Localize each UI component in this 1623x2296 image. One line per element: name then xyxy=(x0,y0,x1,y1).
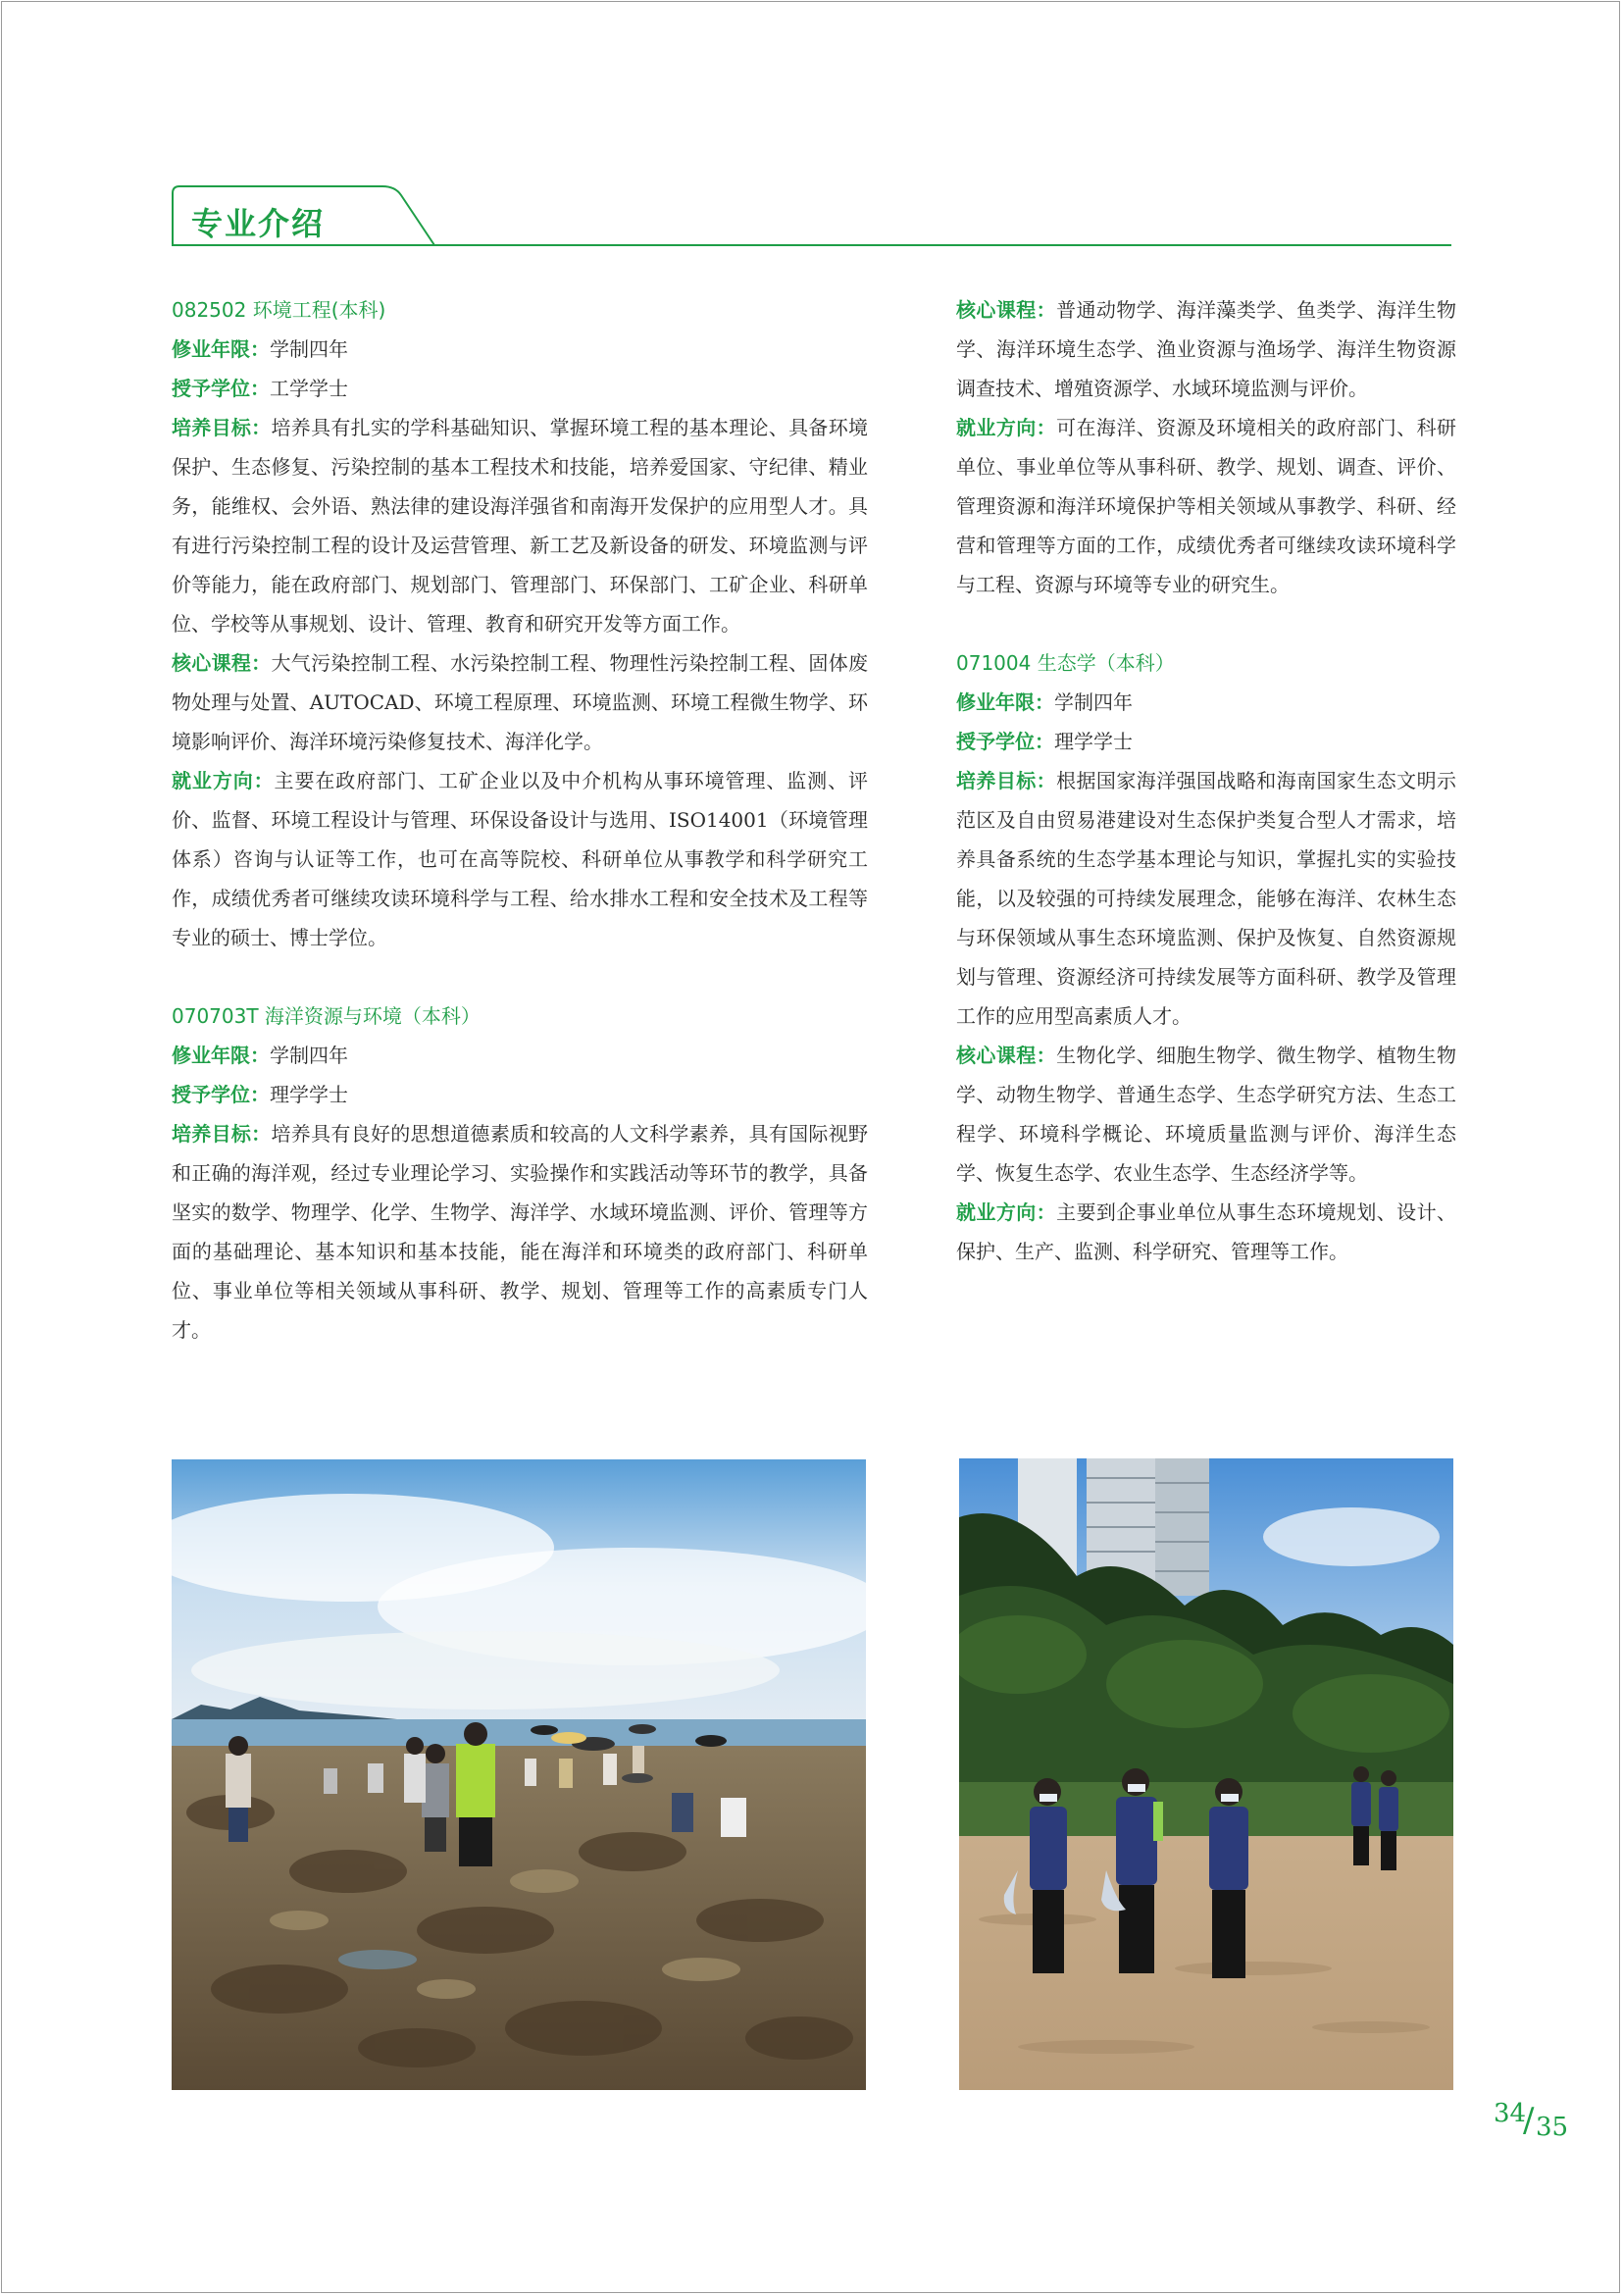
page-slash: / xyxy=(1523,2101,1535,2140)
field-degree xyxy=(172,1075,868,1114)
major-marine-resources-continued xyxy=(956,290,1456,604)
field-value: 主要在政府部门、工矿企业以及中介机构从事环境管理、监测、评价、监督、环境工程设计与管理、环保设备设计与选用、ISO14001（环境管理体系）咨询与认证等工作，也可在高等院校、科研单位从事教学和科学研究工作，成绩优秀者可继续攻读环境科学与工程、给水排水工程和安全技术及工程等专业的硕士、博士学位。 xyxy=(172,769,869,949)
field-value: 培养具有良好的思想道德素质和较高的人文科学素养，具有国际视野和正确的海洋观，经过专业理论学习、实验操作和实践活动等环节的教学，具备坚实的数学、物理学、化学、生物学、海洋学、水域环境监测、评价、管理等方面的基础理论、基本知识和基本技能，能在海洋和环境类的政府部门、科研单位、事业单位等相关领域从事科研、教学、规划、管理等工作的高素质专门人才。 xyxy=(172,1122,869,1342)
field-degree xyxy=(956,722,1456,761)
field-label: 授予学位： xyxy=(956,730,1054,753)
field-core-courses xyxy=(172,643,868,761)
section-title: 专业介绍 xyxy=(191,205,326,242)
field-duration xyxy=(956,683,1456,722)
field-label: 修业年限： xyxy=(172,1044,270,1067)
page-total: 35 xyxy=(1536,2113,1569,2142)
field-label: 就业方向： xyxy=(172,769,275,792)
field-value: 学制四年 xyxy=(270,337,348,361)
field-label: 核心课程： xyxy=(172,651,272,675)
field-value: 培养具有扎实的学科基础知识、掌握环境工程的基本理论、具备环境保护、生态修复、污染控制的基本工程技术和技能，培养爱国家、守纪律、精业务，能维权、会外语、熟法律的建设海洋强省和南海开发保护的应用型人才。具有进行污染控制工程的设计及运营管理、新工艺及新设备的研发、环境监测与评价等能力，能在政府部门、规划部门、管理部门、环保部门、工矿企业、科研单位、学校等从事规划、设计、管理、教育和研究开发等方面工作。 xyxy=(172,416,869,636)
spacer xyxy=(172,957,868,996)
photo-beach-cleanup xyxy=(959,1458,1453,2090)
field-value: 大气污染控制工程、水污染控制工程、物理性污染控制工程、固体废物处理与处置、AUTOCAD、环境工程原理、环境监测、环境工程微生物学、环境影响评价、海洋环境污染修复技术、海洋化学。 xyxy=(172,651,869,753)
field-label: 培养目标： xyxy=(172,1122,272,1146)
field-value: 生物化学、细胞生物学、微生物学、植物生物学、动物生物学、普通生态学、生态学研究方法、生态工程学、环境科学概论、环境质量监测与评价、海洋生态学、恢复生态学、农业生态学、生态经济学等。 xyxy=(956,1044,1457,1185)
field-objective xyxy=(172,1114,868,1350)
photo-rocky-shore-fieldwork xyxy=(172,1459,866,2090)
field-value: 理学学士 xyxy=(1054,730,1133,753)
field-value: 学制四年 xyxy=(1054,690,1133,714)
field-label: 授予学位： xyxy=(172,377,270,400)
field-value: 理学学士 xyxy=(270,1083,348,1106)
major-environmental-engineering xyxy=(172,290,868,957)
field-label: 培养目标： xyxy=(172,416,272,439)
field-label: 修业年限： xyxy=(172,337,270,361)
major-marine-resources xyxy=(172,996,868,1350)
page-current: 34 xyxy=(1494,2099,1527,2128)
field-degree xyxy=(172,369,868,408)
section-header xyxy=(172,185,1451,248)
left-column xyxy=(172,290,868,1350)
field-core-courses xyxy=(956,290,1456,408)
field-value: 主要到企事业单位从事生态环境规划、设计、保护、生产、监测、科学研究、管理等工作。 xyxy=(956,1200,1457,1263)
major-title: 071004 生态学（本科） xyxy=(956,651,1175,675)
field-label: 培养目标： xyxy=(956,769,1057,792)
field-label: 核心课程： xyxy=(956,1044,1057,1067)
field-value: 工学学士 xyxy=(270,377,348,400)
field-value: 普通动物学、海洋藻类学、鱼类学、海洋生物学、海洋环境生态学、渔业资源与渔场学、海洋生物资源调查技术、增殖资源学、水域环境监测与评价。 xyxy=(956,298,1457,400)
field-career xyxy=(956,408,1456,604)
section-header-frame xyxy=(172,185,1451,248)
major-title: 070703T 海洋资源与环境（本科） xyxy=(172,1004,481,1028)
field-value: 可在海洋、资源及环境相关的政府部门、科研单位、事业单位等从事科研、教学、规划、调查、评价、管理资源和海洋环境保护等相关领域从事教学、科研、经营和管理等方面的工作，成绩优秀者可继续攻读环境科学与工程、资源与环境等专业的研究生。 xyxy=(956,416,1457,596)
field-career xyxy=(956,1193,1456,1271)
field-objective xyxy=(956,761,1456,1036)
field-objective xyxy=(172,408,868,643)
field-core-courses xyxy=(956,1036,1456,1193)
right-column xyxy=(956,290,1456,1271)
field-label: 就业方向： xyxy=(956,1200,1057,1224)
field-label: 核心课程： xyxy=(956,298,1057,322)
field-label: 就业方向： xyxy=(956,416,1057,439)
field-label: 修业年限： xyxy=(956,690,1054,714)
spacer xyxy=(956,604,1456,643)
field-value: 根据国家海洋强国战略和海南国家生态文明示范区及自由贸易港建设对生态保护类复合型人才需求，培养具备系统的生态学基本理论与知识，掌握扎实的实验技能，以及较强的可持续发展理念，能够在海洋、农林生态与环保领域从事生态环境监测、保护及恢复、自然资源规划与管理、资源经济可持续发展等方面科研、教学及管理工作的应用型高素质人才。 xyxy=(956,769,1457,1028)
field-label: 授予学位： xyxy=(172,1083,270,1106)
field-duration xyxy=(172,1036,868,1075)
page-number xyxy=(1492,2095,1570,2144)
field-duration xyxy=(172,330,868,369)
field-value: 学制四年 xyxy=(270,1044,348,1067)
major-title: 082502 环境工程(本科) xyxy=(172,298,386,322)
field-career xyxy=(172,761,868,957)
major-ecology xyxy=(956,643,1456,1271)
